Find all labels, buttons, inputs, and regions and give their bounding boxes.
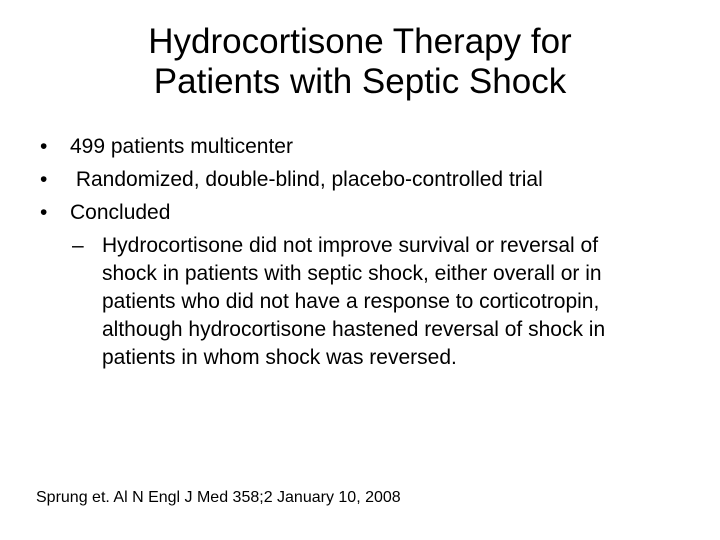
title-line-2: Patients with Septic Shock — [153, 62, 567, 101]
bullet-item — [40, 163, 700, 196]
bullet-text: Concluded — [70, 201, 171, 224]
sub-bullet-line: Hydrocortisone did not improve survival or reversal of — [102, 234, 599, 257]
sub-bullet-line: although hydrocortisone hastened reversal of shock in — [102, 318, 606, 341]
sub-bullet-line: patients in whom shock was reversed. — [102, 346, 457, 369]
title-line-1: Hydrocortisone Therapy for — [148, 22, 572, 61]
bullet-text: Randomized, double-blind, placebo-controlled trial — [70, 168, 543, 191]
bullet-marker: • — [40, 201, 48, 224]
bullet-text: 499 patients multicenter — [70, 135, 293, 158]
sub-bullet-item — [40, 232, 700, 372]
sub-bullet-marker: – — [72, 234, 84, 257]
bullet-item — [40, 196, 700, 229]
bullet-marker: • — [40, 135, 48, 158]
bullet-list — [40, 130, 700, 372]
bullet-item — [40, 130, 700, 163]
slide-title — [0, 22, 720, 102]
sub-bullet-line: shock in patients with septic shock, either overall or in — [102, 262, 602, 285]
sub-bullet-line: patients who did not have a response to corticotropin, — [102, 290, 600, 313]
bullet-marker: • — [40, 168, 48, 191]
citation: Sprung et. Al N Engl J Med 358;2 January 10, 2008 — [36, 489, 401, 506]
